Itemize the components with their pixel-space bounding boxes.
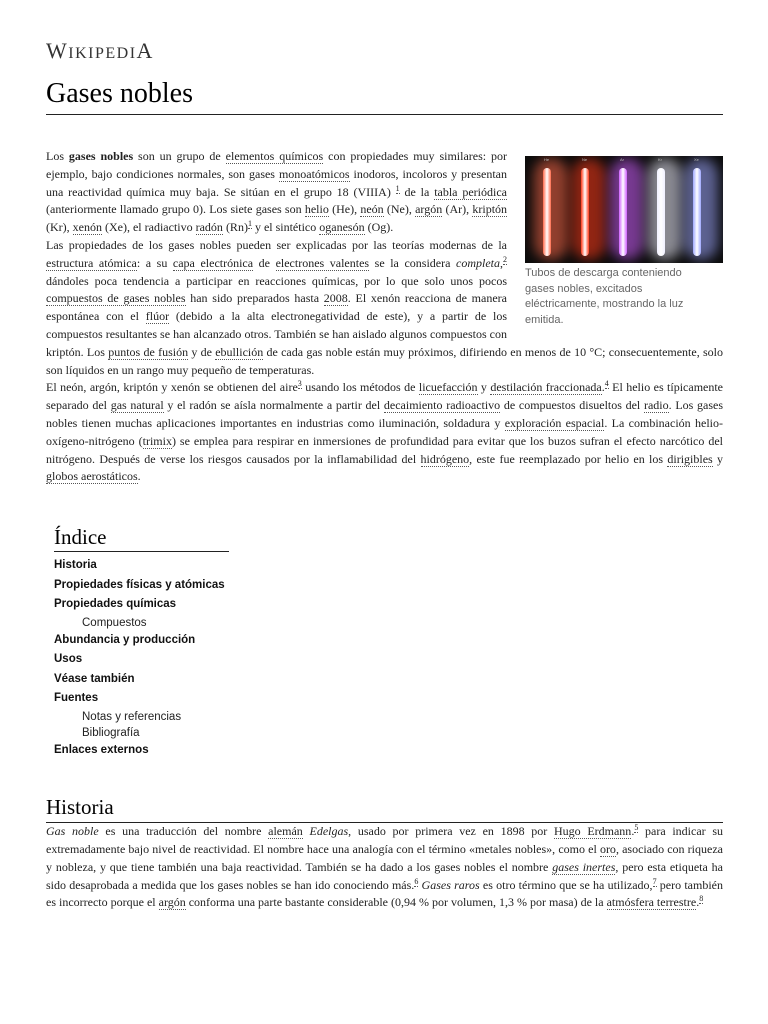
lead-section [46,148,723,486]
text: ) se emplea para respirar en inmersiones de profundidad para evitar que los buzos sufran el efecto narcótico del nitrógeno. Después de verse los riesgos causados por la inflamabilidad del [46,433,723,466]
discharge-tube [543,168,551,256]
text: se la considera [369,255,456,270]
ref-link[interactable]: 6 [414,876,419,886]
text: es otro término que se ha utilizado, [479,877,653,892]
text: . [137,469,141,484]
text: inodoros, incoloros y presentan una reactividad química muy baja. Se sitúan en el grupo 18 (VIIIA) [46,166,508,199]
text: . [631,824,635,839]
text: (Og). [364,220,394,235]
toc-list [54,556,723,760]
text: . [696,895,700,910]
toc-item[interactable]: Propiedades químicas [54,598,177,611]
section-heading-historia: Historia [46,794,723,823]
text: Las propiedades de los gases nobles pueden ser explicadas por las teorías modernas de la [46,237,507,252]
text: , pero esta etiqueta ha sido desaprobada a medida que los gases nobles se han ido conociendo más. [46,859,723,892]
link-argon[interactable]: argón [415,202,443,217]
toc-item[interactable]: Abundancia y producción [54,633,196,646]
tube-glow [572,158,606,260]
text: (Xe), el radiactivo [101,220,196,235]
link-radon[interactable]: radón [195,220,223,235]
text: , este fue reemplazado por helio en los [469,451,668,466]
text: y de [188,344,216,359]
link-puntos-de-fusion[interactable]: puntos de fusión [108,344,189,359]
discharge-tubes-image[interactable] [525,156,723,263]
link-argon[interactable]: argón [158,895,186,910]
link-neon[interactable]: neón [360,202,384,217]
link-2008[interactable]: 2008 [323,291,348,306]
page-title: Gases nobles [46,76,723,115]
text: y el radón se aísla normalmente a partir del [163,398,384,413]
text: . [601,380,605,395]
text: conforma una parte bastante considerable (0,94 % por volumen, 1,3 % por masa) de la [185,895,607,910]
tube-glow [648,158,682,260]
link-compuestos-gases-nobles[interactable]: compuestos de gases nobles [46,291,186,306]
italic-term: Gas noble [46,824,99,839]
tube-glow [610,158,644,260]
link-tabla-periodica[interactable]: tabla periódica [434,184,507,199]
text: con propiedades muy similares: por ejemplo, bajo condiciones normales, son gases [46,149,508,181]
tube-label: Ne [582,157,588,162]
ref-link[interactable]: 4 [604,379,609,389]
bold-term: gases nobles [68,149,134,163]
text: , asociado con riqueza y nobleza, y que tiene también una baja reactividad. También se ha dado a los gases nobles el nombre [46,841,723,874]
text: de cada gas noble están muy próximos, difiriendo en menos de 10 °C; consecuentemente, solo son líquidos en un rango muy pequeño de temperaturas. [46,344,723,377]
text: (Ne), [383,202,416,217]
link-destilacion-fraccionada[interactable]: destilación fraccionada [490,380,602,395]
figure-caption: Tubos de descarga conteniendo gases nobles, excitados eléctricamente, mostrando la luz emitida. [525,267,684,326]
link-dirigibles[interactable]: dirigibles [667,451,713,466]
text: (debido a la alta electronegatividad de este), y a partir de los compuestos resultantes se han alcanzado otros. También se han aislado algunos compuestos con kriptón. Los [46,309,507,359]
toc-item[interactable]: Véase también [54,672,135,685]
tube-glow [684,158,718,260]
figure [525,156,723,328]
link-globos-aerostaticos[interactable]: globos aerostáticos [46,469,138,484]
wordmark-middle: IKIPEDI [68,45,137,62]
toc-subitem[interactable]: Notas y referencias [82,710,182,723]
link-elementos-quimicos[interactable]: elementos químicos [225,149,324,163]
toc-item[interactable]: Fuentes [54,692,99,705]
text: han sido preparados hasta [185,291,324,306]
text: . Los gases nobles tienen muchas aplicaciones importantes en industrias como iluminación, soldadura y [46,398,723,430]
wordmark-initial: W [46,38,69,63]
text: . El xenón reacciona de manera espontánea con el [46,291,507,324]
ref-link[interactable]: 3 [297,379,302,389]
link-capa-electronica[interactable]: capa electrónica [172,255,254,270]
text: (Kr), [46,220,73,235]
text: es una traducción del nombre [98,824,269,839]
text: de compuestos disueltos del [500,398,644,413]
link-monoatomicos[interactable]: monoatómicos [278,166,350,181]
link-ebullicion[interactable]: ebullición [215,344,264,359]
link-helio[interactable]: helio [304,202,329,217]
link-decaimiento-radioactivo[interactable]: decaimiento radioactivo [383,398,501,413]
ref-link[interactable]: 7 [652,876,657,886]
link-trimix[interactable]: trimix [142,433,172,448]
ref-link[interactable]: 1 [395,183,400,193]
toc-item[interactable]: Enlaces externos [54,743,149,756]
toc-item[interactable]: Usos [54,653,83,666]
paragraph-obtencion [46,379,723,486]
text: (anteriormente llamado grupo 0). Los siete gases son [46,202,305,217]
link-hugo-erdmann[interactable]: Hugo Erdmann [553,824,632,839]
discharge-tube [657,168,665,256]
tube-label: Ar [620,157,624,162]
text: Los [46,149,69,163]
toc-subitem[interactable]: Compuestos [82,616,147,629]
text: y el sintético [251,220,320,235]
italic-term: Edelgas [309,824,349,839]
link-licuefaccion[interactable]: licuefacción [418,380,478,395]
text: , [500,255,503,270]
link-gas-natural[interactable]: gas natural [110,398,164,413]
link-xenon[interactable]: xenón [72,220,102,235]
tube-glow [534,158,568,260]
link-atmosfera-terrestre[interactable]: atmósfera terrestre [606,895,697,910]
text: para indicar su extremadamente bajo nivel de reactividad. El nombre hace una analogía con el término «metales nobles», como el [46,824,724,856]
link-electrones-valentes[interactable]: electrones valentes [275,255,370,270]
toc-subitem[interactable]: Bibliografía [82,726,140,739]
text: son un grupo de [133,149,226,163]
link-oro[interactable]: oro [599,841,616,856]
text: (He), [328,202,361,217]
ref-link[interactable]: 5 [634,823,639,833]
text: El helio es típicamente separado del [46,380,724,413]
ref-link[interactable]: 8 [699,894,704,904]
link-estructura-atomica[interactable]: estructura atómica [46,255,137,270]
ref-link[interactable]: 1 [247,219,252,229]
text: de la [399,184,435,199]
text: . La combinación helio-oxígeno-nitrógeno ( [46,415,723,448]
text: : a su [136,255,173,270]
toc-item[interactable]: Propiedades físicas y atómicas [54,578,225,591]
link-gases-inertes[interactable]: gases inertes [552,859,616,874]
link-hidrogeno[interactable]: hidrógeno [420,451,470,466]
toc-item[interactable]: Historia [54,559,97,572]
wikipedia-wordmark[interactable] [46,38,723,64]
text: , usado por primera vez en 1898 por [348,824,554,839]
discharge-tube [581,168,589,256]
link-kripton[interactable]: kriptón [472,202,508,217]
tube-label: He [544,157,550,162]
discharge-tube [693,168,701,256]
text: dándoles poca tendencia a participar en reacciones químicas, por lo que solo unos pocos [46,273,507,288]
paragraph-historia [46,823,723,912]
text: y [477,380,491,395]
text: y [712,451,724,466]
italic-term: Gases raros [421,877,480,892]
discharge-tube [619,168,627,256]
toc-heading: Índice [54,524,229,552]
wordmark-final: A [136,38,154,63]
link-fluor[interactable]: flúor [145,309,170,324]
italic-term: completa [456,255,500,270]
link-exploracion-espacial[interactable]: exploración espacial [504,415,605,430]
text: usando los métodos de [301,380,419,395]
link-oganeson[interactable]: oganesón [319,220,365,235]
text: (Ar), [442,202,473,217]
article [46,38,723,912]
tube-label: Kr [658,157,662,162]
link-radio[interactable]: radio [643,398,669,413]
text: El neón, argón, kriptón y xenón se obtienen del aire [46,380,298,395]
text: (Rn) [222,220,248,235]
ref-link[interactable]: 2 [503,254,507,264]
table-of-contents [54,524,723,760]
tube-label: Xe [694,157,699,162]
text: de [253,255,276,270]
link-aleman[interactable]: alemán [268,824,303,839]
text: pero también es incorrecto porque el [46,877,723,910]
